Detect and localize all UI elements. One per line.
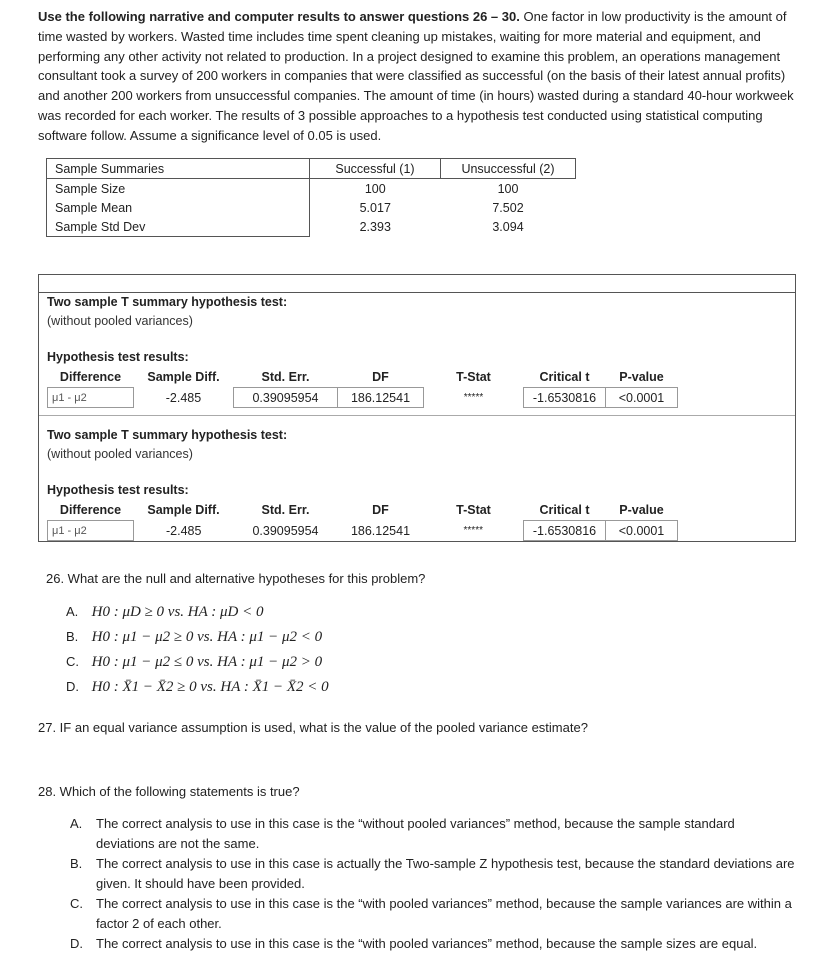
option-text: The correct analysis to use in this case is the “with pooled variances” method, because the sample sizes are equal. [96,936,758,951]
option-label: B. [66,629,79,644]
summary-value: 100 [497,181,519,196]
results-header-row [48,367,678,388]
cell-t-stat: ***** [463,392,484,403]
q28-option-c [0,894,821,934]
cell-t-stat: ***** [463,525,483,536]
summary-header-successful: Successful (1) [310,159,441,179]
cell-df: 186.12541 [350,523,411,538]
question-27: 27. IF an equal variance assumption is used, what is the value of the pooled variance estimate? [38,720,588,735]
intro-instruction: Use the following narrative and computer results to answer questions 26 – 30. [38,9,520,24]
test-2-results-title: Hypothesis test results: [47,483,189,497]
option-formula: H0 : μ1 − μ2 ≤ 0 vs. HA : μ1 − μ2 > 0 [91,654,323,670]
q28-option-a [0,814,821,854]
option-formula: H0 : X̄1 − X̄2 ≥ 0 vs. HA : X̄1 − X̄2 < 0 [91,679,329,695]
cell-std-err: 0.39095954 [234,388,338,408]
test-1-results-title: Hypothesis test results: [47,350,189,364]
summary-header-unsuccessful: Unsuccessful (2) [441,159,576,179]
question-26: 26. What are the null and alternative hypotheses for this problem? [46,571,426,586]
option-label: D. [70,936,83,951]
test-2-title: Two sample T summary hypothesis test: [47,428,288,442]
summary-value: 100 [364,181,386,196]
option-text: The correct analysis to use in this case is the “without pooled variances” method, because the sample standard deviations are not the same. [96,816,735,851]
q26-option-b [66,629,322,646]
col-df: DF [372,503,389,518]
summary-value: 3.094 [492,219,524,234]
cell-std-err: 0.39095954 [252,523,319,538]
option-label: A. [66,604,79,619]
q26-option-c [66,654,322,671]
cell-p-value: <0.0001 [606,388,678,408]
summary-row-label: Sample Mean [47,198,310,217]
col-std-err: Std. Err. [261,370,310,384]
col-p-value: P-value [619,503,664,517]
col-difference: Difference [59,370,122,384]
t-test-output-box [38,274,796,542]
summary-value: 2.393 [359,219,391,234]
test-1-subtitle: (without pooled variances) [47,314,193,328]
col-sample-diff: Sample Diff. [147,503,220,518]
cell-df: 186.12541 [338,388,424,408]
col-std-err: Std. Err. [261,503,310,518]
sample-summaries-table [46,158,576,237]
summary-header-row [47,159,576,179]
cell-difference: μ1 - μ2 [48,388,134,408]
results-header-row [48,500,678,521]
test-1-title: Two sample T summary hypothesis test: [47,295,288,309]
intro-paragraph [38,7,798,146]
test-2-results-table [47,500,678,541]
results-row [48,521,678,541]
output-top-bar [39,275,795,293]
summary-row-label: Sample Std Dev [47,217,310,237]
q28-option-b [0,854,821,894]
option-text: The correct analysis to use in this case is the “with pooled variances” method, because the sample variances are within a factor 2 of each other. [96,896,792,931]
col-critical-t: Critical t [539,503,590,517]
cell-sample-diff: -2.485 [166,523,202,538]
summary-row-label: Sample Size [47,179,310,199]
option-label: D. [66,679,79,694]
test-2-subtitle: (without pooled variances) [47,447,193,461]
option-label: B. [70,856,83,871]
summary-value: 5.017 [359,200,391,215]
option-text: The correct analysis to use in this case is actually the Two-sample Z hypothesis test, because the standard deviations are given. It should have been provided. [96,856,795,891]
cell-difference: μ1 - μ2 [48,521,134,541]
summary-row [47,217,576,237]
col-critical-t: Critical t [539,370,590,384]
test-1-results-table [47,367,678,408]
cell-sample-diff: -2.485 [165,390,202,405]
option-label: C. [70,896,83,911]
col-t-stat: T-Stat [456,370,491,385]
col-p-value: P-value [619,370,664,384]
col-t-stat: T-Stat [456,503,491,518]
cell-p-value: <0.0001 [606,521,678,541]
option-formula: H0 : μ1 − μ2 ≥ 0 vs. HA : μ1 − μ2 < 0 [91,629,323,645]
q26-option-a [66,604,264,621]
summary-row [47,198,576,217]
intro-narrative: One factor in low productivity is the amount of time wasted by workers. Wasted time includes time spent cleaning up mistakes, waiting for more material and equipment, and performing any other activity not related to production. In a project designed to examine this problem, an operations management consultant took a survey of 200 workers in companies that were classified as successful (on the basis of their latest annual profits) and another 200 workers from unsuccessful companies. The amount of time (in hours) wasted during a standard 40-hour workweek was recorded for each worker. The results of 3 possible approaches to a hypothesis test conducted using statistical computing software follow. Assume a significance level of 0.05 is used. [38,9,794,143]
summary-value: 7.502 [492,200,524,215]
question-28: 28. Which of the following statements is true? [38,784,300,799]
q28-option-d [0,934,821,958]
col-sample-diff: Sample Diff. [147,370,220,385]
q26-option-d [66,679,329,696]
summary-row [47,179,576,199]
cell-critical-t: -1.6530816 [524,521,606,541]
col-df: DF [372,370,389,384]
summary-header-label: Sample Summaries [47,159,310,179]
option-formula: H0 : μD ≥ 0 vs. HA : μD < 0 [91,604,264,620]
option-label: C. [66,654,79,669]
output-divider [39,415,795,416]
cell-critical-t: -1.6530816 [524,388,606,408]
results-row [48,388,678,408]
option-label: A. [70,816,83,831]
col-difference: Difference [59,503,122,517]
